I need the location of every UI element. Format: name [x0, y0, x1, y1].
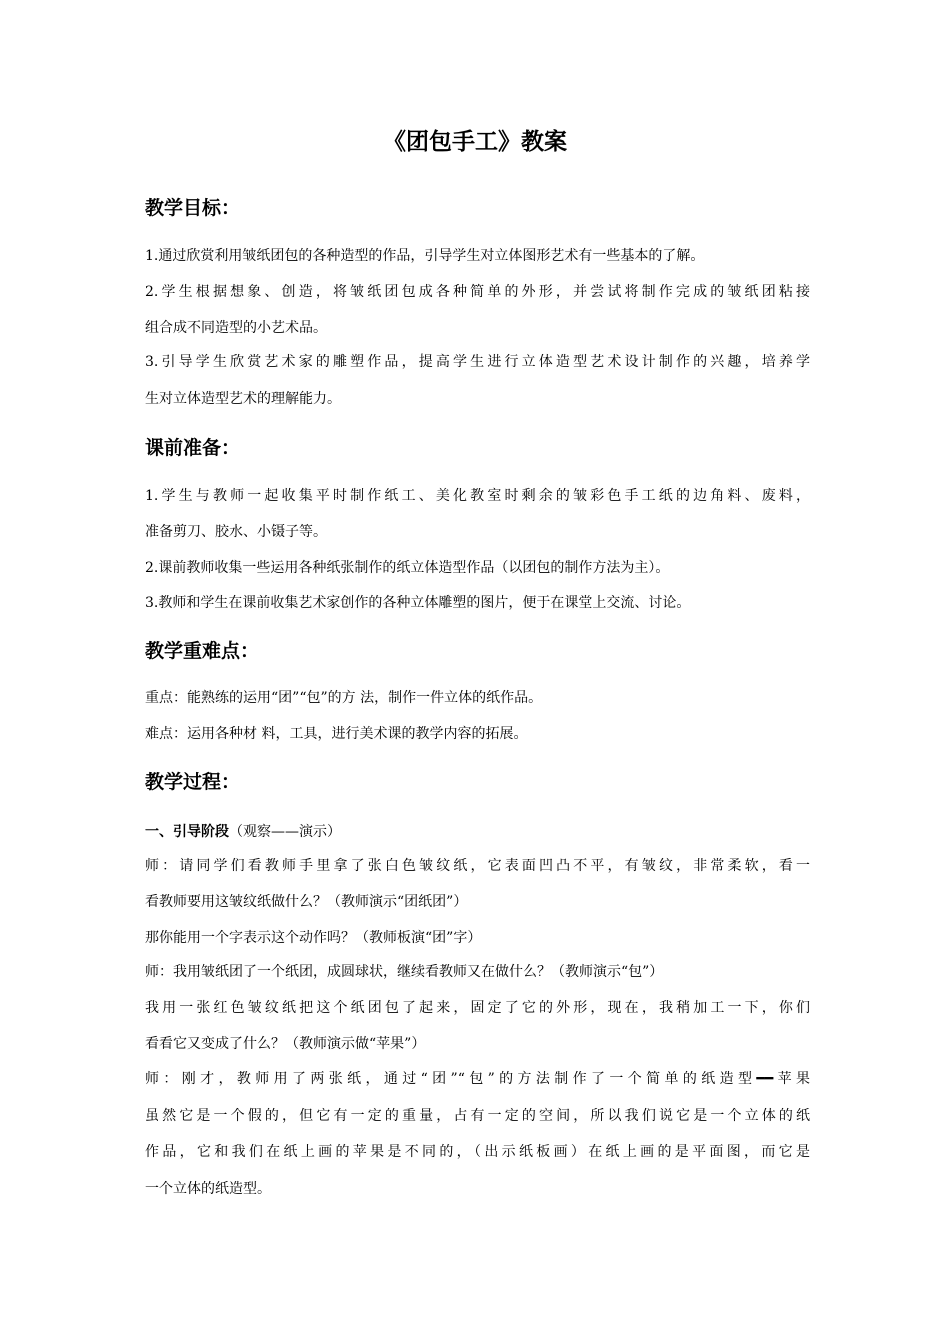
process-line: 看教师要用这皱纹纸做什么？（教师演示“团纸团”）: [145, 894, 468, 910]
document-title: 《团包手工》教案: [383, 129, 567, 155]
process-line: 一个立体的纸造型。: [145, 1181, 271, 1197]
key-points-line: 重点：能熟练的运用“团”“包”的方 法，制作一件立体的纸作品。: [145, 690, 543, 706]
section-heading-preparation: 课前准备：: [145, 437, 241, 459]
process-line: 作品，它和我们在纸上画的苹果是不同的，（出示纸板画）在纸上画的是平面图，而它是: [145, 1144, 810, 1160]
process-line: 看看它又变成了什么？（教师演示做“苹果”）: [145, 1036, 426, 1052]
objectives-line: 1.通过欣赏利用皱纸团包的各种造型的作品，引导学生对立体图形艺术有一些基本的了解。: [145, 248, 705, 264]
stage-note: （观察——演示）: [229, 824, 341, 840]
section-heading-key-points: 教学重难点：: [145, 640, 260, 662]
process-line: 师：请同学们看教师手里拿了张白色皱纹纸，它表面凹凸不平，有皱纹，非常柔软，看一: [145, 858, 810, 874]
section-heading-objectives: 教学目标：: [145, 197, 241, 219]
preparation-line: 2.课前教师收集一些运用各种纸张制作的纸立体造型作品（以团包的制作方法为主）。: [145, 560, 670, 576]
objectives-line: 生对立体造型艺术的理解能力。: [145, 391, 341, 407]
stage-title: 一、引导阶段: [145, 824, 229, 840]
process-line: 我用一张红色皱纹纸把这个纸团包了起来，固定了它的外形，现在，我稍加工一下，你们: [145, 1000, 810, 1016]
objectives-line: 2.学生根据想象、创造，将皱纸团包成各种简单的外形，并尝试将制作完成的皱纸团粘接: [145, 284, 810, 300]
preparation-line: 3.教师和学生在课前收集艺术家创作的各种立体雕塑的图片，便于在课堂上交流、讨论。: [145, 595, 691, 611]
section-heading-process: 教学过程：: [145, 771, 241, 793]
process-line: 师：我用皱纸团了一个纸团，成圆球状，继续看教师又在做什么？（教师演示“包”）: [145, 964, 664, 980]
objectives-line: 3.引导学生欣赏艺术家的雕塑作品，提高学生进行立体造型艺术设计制作的兴趣，培养学: [145, 354, 810, 370]
process-line: 那你能用一个字表示这个动作吗？（教师板演“团”字）: [145, 930, 482, 946]
objectives-line: 组合成不同造型的小艺术品。: [145, 320, 327, 336]
preparation-line: 1.学生与教师一起收集平时制作纸工、美化教室时剩余的皱彩色手工纸的边角料、废料，: [145, 488, 810, 504]
process-stage-title: [145, 822, 810, 842]
key-points-line: 难点：运用各种材 料，工具，进行美术课的教学内容的拓展。: [145, 726, 528, 742]
process-line: 师：刚才，教师用了两张纸，通过“团”“包”的方法制作了一个简单的纸造型━━苹果: [145, 1071, 810, 1087]
process-line: 虽然它是一个假的，但它有一定的重量，占有一定的空间，所以我们说它是一个立体的纸: [145, 1108, 810, 1124]
preparation-line: 准备剪刀、胶水、小镊子等。: [145, 524, 327, 540]
